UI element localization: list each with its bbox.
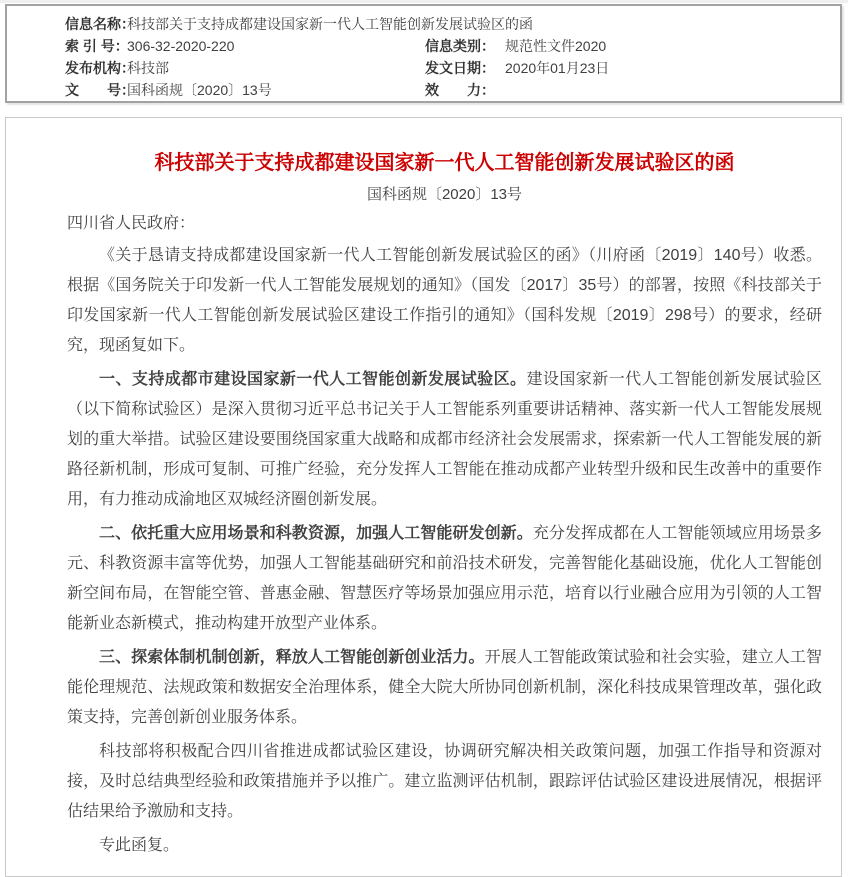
section-paragraph-3 <box>67 643 822 733</box>
document-body-panel <box>5 117 842 877</box>
info-name-label: 信息名称： <box>65 16 135 32</box>
info-effect-label: 效 力： <box>425 82 495 98</box>
section-1-text: 建设国家新一代人工智能创新发展试验区（以下简称试验区）是深入贯彻习近平总书记关于人工智能系列重要讲话精神、落实新一代人工智能发展规划的重大举措。试验区建设要围绕国家重大战略和成都市经济社会发展需求，探索新一代人工智能发展的新路径新机制，形成可复制、可推广经验，充分发挥人工智能在推动成都产业转型升级和民生改善中的重要作用，有力推动成渝地区双城经济圈创新发展。 <box>67 371 822 508</box>
document-number: 国科函规〔2020〕13号 <box>366 186 523 203</box>
info-date-label: 发文日期： <box>425 60 495 76</box>
document-title: 科技部关于支持成都建设国家新一代人工智能创新发展试验区的函 <box>154 152 735 174</box>
info-agency-label: 发布机构： <box>65 60 135 76</box>
info-row-agency <box>65 57 840 79</box>
info-name-value: 科技部关于支持成都建设国家新一代人工智能创新发展试验区的函 <box>127 16 533 32</box>
closing-paragraph: 科技部将积极配合四川省推进成都试验区建设，协调研究解决相关政策问题，加强工作指导和资源对接，及时总结典型经验和政策措施并予以推广。建立监测评估机制，跟踪评估试验区建设进展情况，根据评估结果给予激励和支持。 <box>67 743 822 820</box>
signoff-paragraph: 专此函复。 <box>99 837 180 854</box>
section-1-heading: 一、支持成都市建设国家新一代人工智能创新发展试验区。 <box>99 371 527 388</box>
info-date-value: 2020年01月23日 <box>505 60 610 76</box>
info-docno-label: 文 号： <box>65 82 135 98</box>
intro-paragraph: 《关于恳请支持成都建设国家新一代人工智能创新发展试验区的函》（川府函〔2019〕140号）收悉。根据《国务院关于印发新一代人工智能发展规划的通知》（国发〔2017〕35号）的部署，按照《科技部关于印发国家新一代人工智能创新发展试验区建设工作指引的通知》（国科发规〔2019〕298号）的要求，经研究，现函复如下。 <box>67 247 822 354</box>
page-top-edge <box>0 0 848 3</box>
section-paragraph-1 <box>67 365 822 515</box>
info-index-label: 索 引 号： <box>65 38 129 54</box>
info-category-value: 规范性文件2020 <box>505 38 607 54</box>
info-row-name <box>65 13 840 35</box>
info-agency-value: 科技部 <box>127 60 169 76</box>
section-3-heading: 三、探索体制机制创新，释放人工智能创新创业活力。 <box>99 649 485 666</box>
info-category-label: 信息类别： <box>425 38 495 54</box>
section-2-text: 充分发挥成都在人工智能领域应用场景多元、科教资源丰富等优势，加强人工智能基础研究和前沿技术研发，完善智能化基础设施，优化人工智能创新空间布局，在智能空管、普惠金融、智慧医疗等场景加强应用示范，培育以行业融合应用为引领的人工智能新业态新模式，推动构建开放型产业体系。 <box>67 525 822 632</box>
section-paragraph-2 <box>67 519 822 639</box>
section-2-heading: 二、依托重大应用场景和科教资源，加强人工智能研发创新。 <box>99 525 533 542</box>
document-info-panel <box>5 4 842 103</box>
section-3-text: 开展人工智能政策试验和社会实验，建立人工智能伦理规范、法规政策和数据安全治理体系，健全大院大所协同创新机制，深化科技成果管理改革，强化政策支持，完善创新创业服务体系。 <box>67 649 822 726</box>
info-row-index <box>65 35 840 57</box>
info-docno-value: 国科函规〔2020〕13号 <box>127 82 272 98</box>
info-row-docno <box>65 79 840 101</box>
info-index-value: 306-32-2020-220 <box>127 38 235 54</box>
salutation: 四川省人民政府： <box>67 215 196 232</box>
